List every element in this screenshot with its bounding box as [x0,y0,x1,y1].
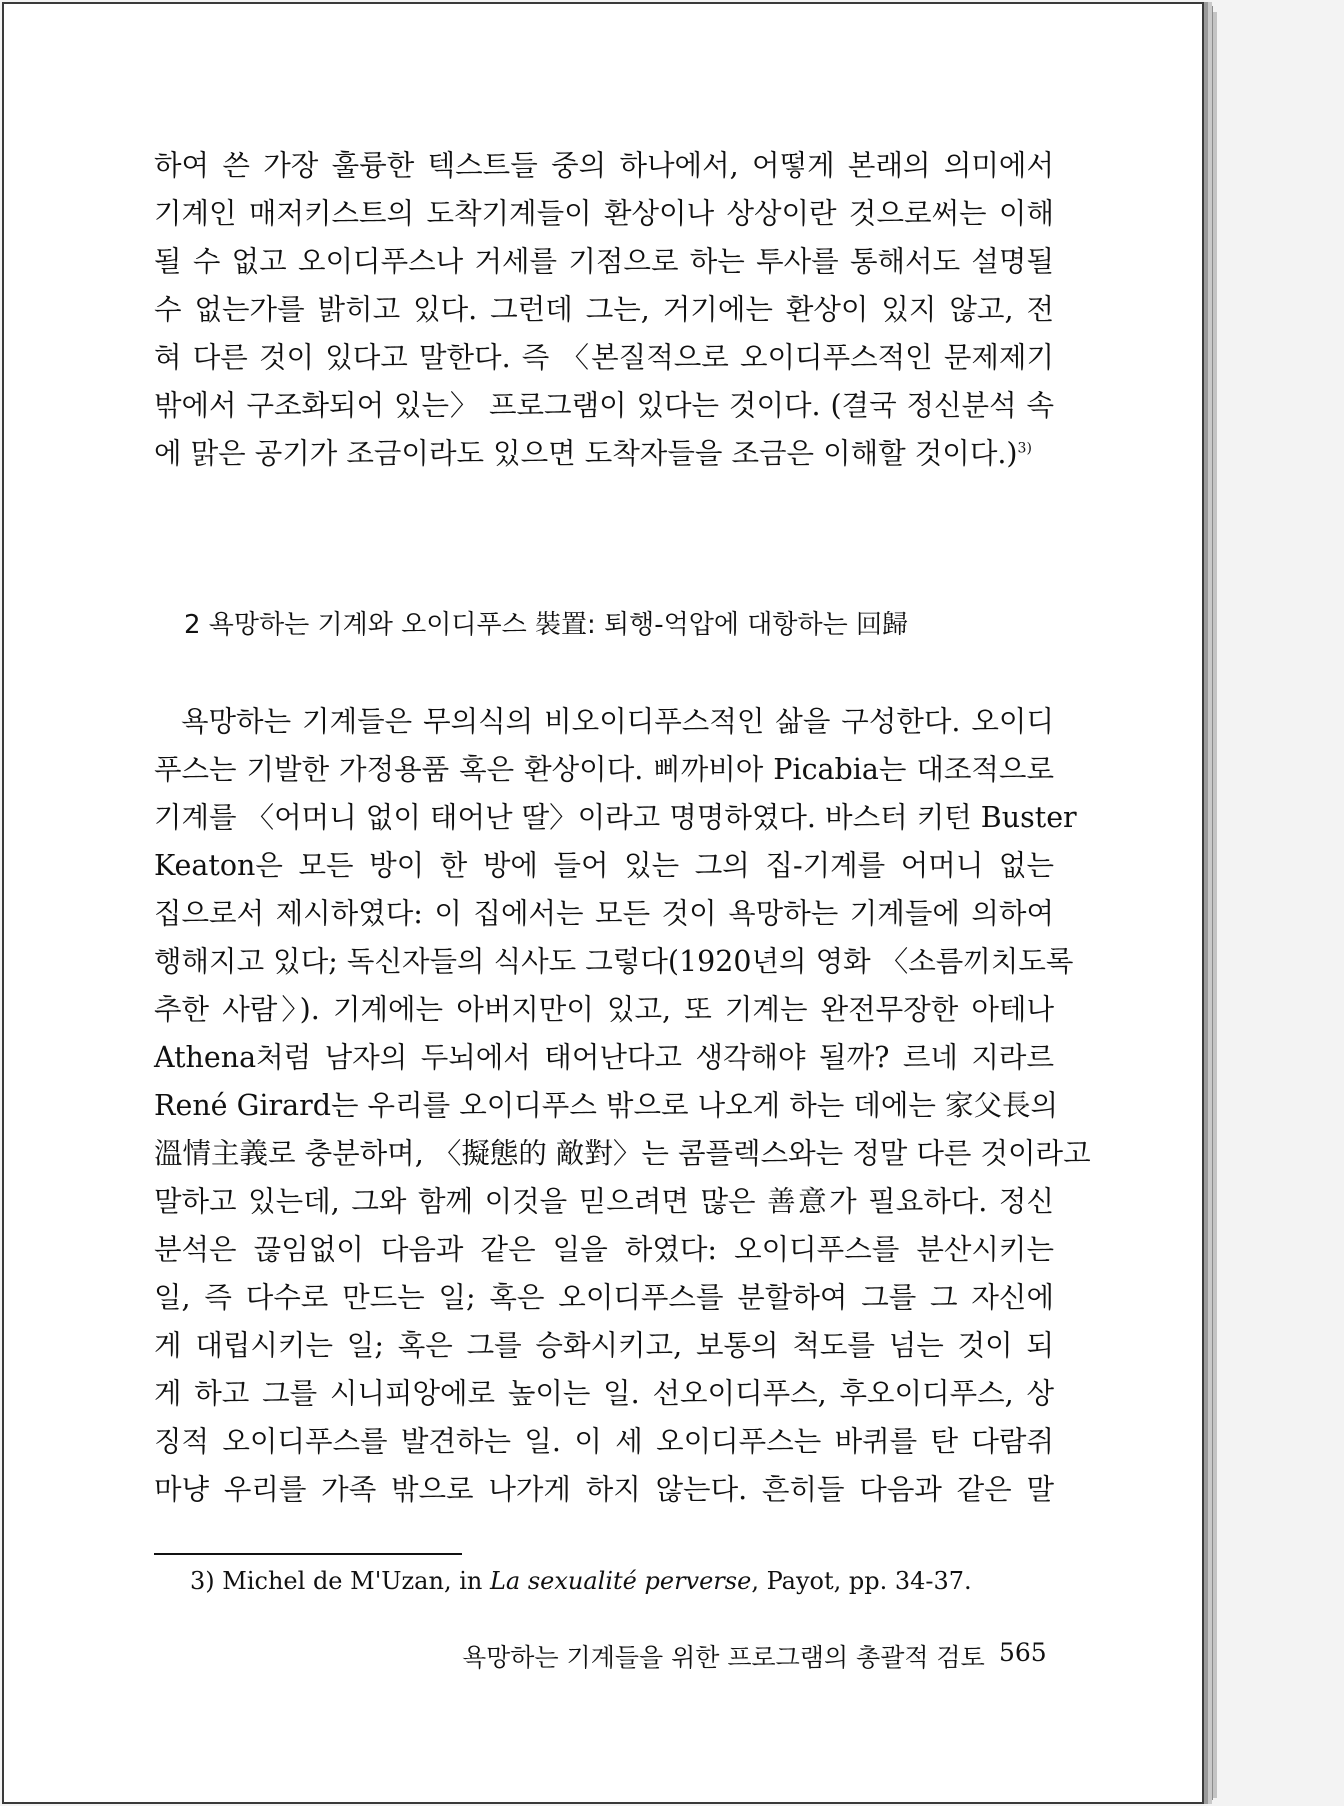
text-line: 징적 오이디푸스를 발견하는 일. 이 세 오이디푸스는 바퀴를 탄 다람쥐 [154,1425,1054,1458]
text-line-with-footnote [154,434,1054,474]
footnote-author: Michel de M'Uzan, in [222,1567,483,1595]
footnote-reference[interactable]: 3) [1017,440,1032,457]
text-line: 말하고 있는데, 그와 함께 이것을 믿으려면 많은 善意가 필요하다. 정신 [154,1185,1054,1218]
text-line: 마냥 우리를 가족 밖으로 나가게 하지 않는다. 흔히들 다음과 같은 말 [154,1473,1054,1506]
text-line: Athena처럼 남자의 두뇌에서 태어난다고 생각해야 될까? 르네 지라르 [154,1041,1054,1074]
text-line: 될 수 없고 오이디푸스나 거세를 기점으로 하는 투사를 통해서도 설명될 [154,245,1054,278]
book-page [2,2,1204,1804]
text-line: 욕망하는 기계들은 무의식의 비오이디푸스적인 삶을 구성한다. 오이디 [181,705,1054,738]
page-edge-shadow [1213,12,1217,1798]
footnote [190,1567,972,1595]
running-head: 욕망하는 기계들을 위한 프로그램의 총괄적 검토 [462,1643,985,1672]
text-line: 행해지고 있다; 독신자들의 식사도 그렇다(1920년의 영화 〈소름끼치도록 [154,945,1074,978]
section-heading: 2 욕망하는 기계와 오이디푸스 裝置: 퇴행-억압에 대항하는 回歸 [184,610,908,640]
footnote-publisher: , Payot, pp. 34-37. [751,1567,972,1595]
text-line: 하여 쓴 가장 훌륭한 텍스트들 중의 하나에서, 어떻게 본래의 의미에서 [154,149,1054,182]
footnote-title: La sexualité perverse [489,1567,752,1595]
text-line: 에 맑은 공기가 조금이라도 있으면 도착자들을 조금은 이해할 것이다.) [154,437,1018,470]
text-line: 기계인 매저키스트의 도착기계들이 환상이나 상상이란 것으로써는 이해 [154,197,1054,230]
text-line: Keaton은 모든 방이 한 방에 들어 있는 그의 집-기계를 어머니 없는 [154,849,1054,882]
text-line: 분석은 끊임없이 다음과 같은 일을 하였다: 오이디푸스를 분산시키는 [154,1233,1054,1266]
text-line: 집으로서 제시하였다: 이 집에서는 모든 것이 욕망하는 기계들에 의하여 [154,897,1054,930]
text-line: 기계를 〈어머니 없이 태어난 딸〉이라고 명명하였다. 바스터 키턴 Buster [154,801,1077,834]
text-line: 게 대립시키는 일; 혹은 그를 승화시키고, 보통의 척도를 넘는 것이 되 [154,1329,1054,1362]
footnote-number: 3) [190,1567,215,1595]
text-line: 수 없는가를 밝히고 있다. 그런데 그는, 거기에는 환상이 있지 않고, 전 [154,293,1054,326]
page-edge [1205,6,1213,1800]
text-line: 게 하고 그를 시니피앙에로 높이는 일. 선오이디푸스, 후오이디푸스, 상 [154,1377,1054,1410]
footnote-divider [154,1553,462,1555]
page-number: 565 [999,1638,1047,1667]
text-line: 푸스는 기발한 가정용품 혹은 환상이다. 삐까비아 Picabia는 대조적으로 [154,753,1054,786]
text-line: 추한 사람〉). 기계에는 아버지만이 있고, 또 기계는 완전무장한 아테나 [154,993,1054,1026]
text-line: 밖에서 구조화되어 있는〉 프로그램이 있다는 것이다. (결국 정신분석 속 [154,389,1054,422]
text-line: René Girard는 우리를 오이디푸스 밖으로 나오게 하는 데에는 家父長의 [154,1089,1059,1122]
text-line: 혀 다른 것이 있다고 말한다. 즉 〈본질적으로 오이디푸스적인 문제제기 [154,341,1054,374]
text-line: 溫情主義로 충분하며, 〈擬態的 敵對〉는 콤플렉스와는 정말 다른 것이라고 [154,1137,1091,1170]
text-line: 일, 즉 다수로 만드는 일; 혹은 오이디푸스를 분할하여 그를 그 자신에 [154,1281,1054,1314]
